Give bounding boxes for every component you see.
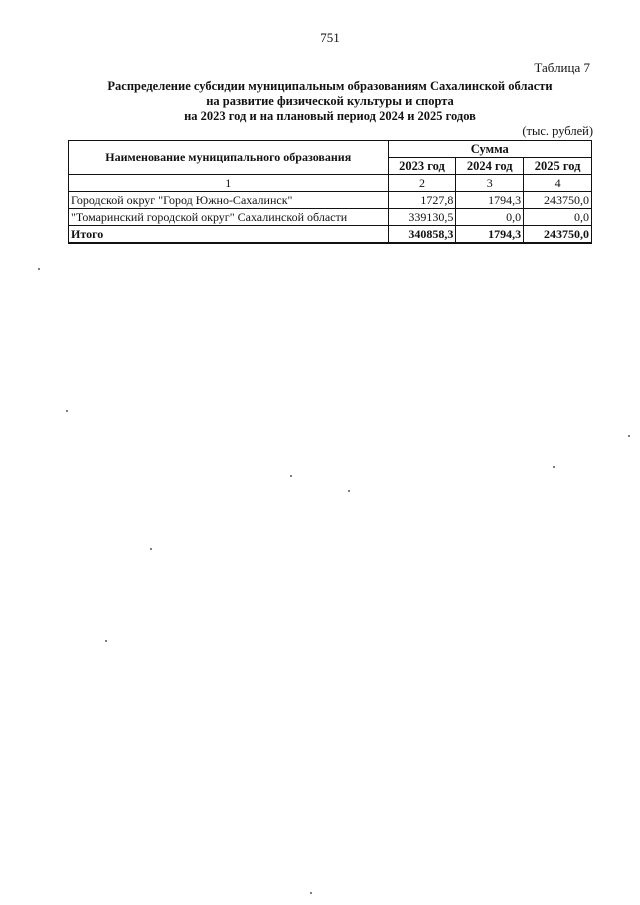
column-number: 2 [388,175,456,192]
column-number-row [69,175,592,192]
value-2023: 339130,5 [388,209,456,226]
header-year-2025: 2025 год [524,158,592,175]
table-row [69,209,592,226]
column-number: 1 [69,175,389,192]
column-number: 3 [456,175,524,192]
header-sum: Сумма [388,141,591,158]
scan-speck [66,410,68,412]
scan-speck [150,548,152,550]
total-2024: 1794,3 [456,226,524,244]
scan-speck [38,268,40,270]
scan-speck [628,435,630,437]
header-year-2023: 2023 год [388,158,456,175]
subsidy-table [68,140,592,244]
column-number: 4 [524,175,592,192]
value-2023: 1727,8 [388,192,456,209]
value-2024: 0,0 [456,209,524,226]
scan-speck [105,640,107,642]
total-2023: 340858,3 [388,226,456,244]
document-title [30,79,630,124]
title-line-3: на 2023 год и на плановый период 2024 и 2025 годов [184,109,476,123]
header-row [69,141,592,158]
header-municipality: Наименование муниципального образования [69,141,389,175]
total-row [69,226,592,244]
table-label: Таблица 7 [534,60,590,75]
value-2025: 0,0 [524,209,592,226]
page-number: 751 [320,30,340,45]
title-line-2: на развитие физической культуры и спорта [206,94,454,108]
title-line-1: Распределение субсидии муниципальным образованиям Сахалинской области [107,79,553,93]
header-year-2024: 2024 год [456,158,524,175]
total-2025: 243750,0 [524,226,592,244]
municipality-name: Городской округ "Город Южно-Сахалинск" [69,192,389,209]
scan-speck [348,490,350,492]
value-2025: 243750,0 [524,192,592,209]
units-label: (тыс. рублей) [522,124,593,138]
scan-speck [310,892,312,894]
total-label: Итого [69,226,389,244]
value-2024: 1794,3 [456,192,524,209]
scan-speck [553,466,555,468]
municipality-name: "Томаринский городской округ" Сахалинской области [69,209,389,226]
table-row [69,192,592,209]
scan-speck [290,475,292,477]
